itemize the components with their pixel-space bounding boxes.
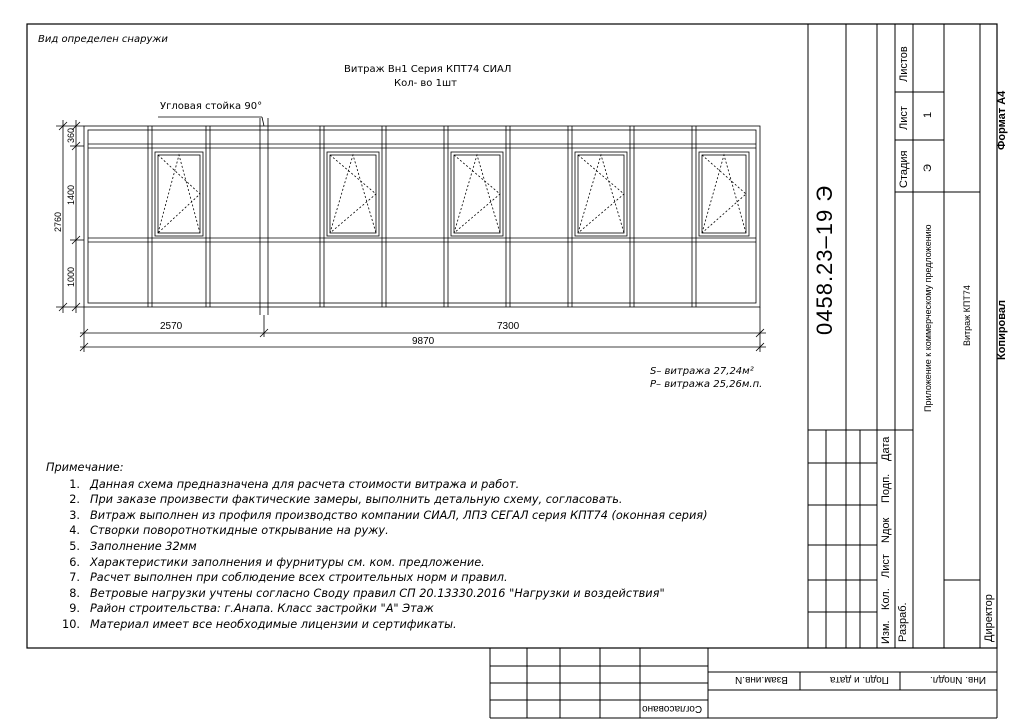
note-text: Район строительства: г.Анапа. Класс застройки "А" Этаж (90, 602, 434, 616)
note-item (46, 601, 708, 617)
soglasovano-label: Согласовано (642, 703, 703, 714)
dim-total-width: 9870 (412, 336, 435, 347)
sheets-label: Листов (898, 46, 910, 82)
note-item (46, 617, 708, 633)
title-block (808, 24, 980, 648)
note-item (46, 586, 708, 602)
note-item (46, 492, 708, 508)
mullions (148, 118, 696, 315)
area-value: S– витража 27,24м² (650, 366, 754, 377)
note-number: 2. (69, 493, 80, 507)
note-number: 7. (69, 571, 80, 585)
developed-label: Разраб. (897, 602, 909, 642)
note-number: 3. (69, 508, 80, 522)
notes-block (46, 460, 708, 633)
dim-total-height: 2760 (53, 211, 63, 232)
facade-elevation (84, 117, 760, 315)
stage-label: Стадия (898, 150, 910, 188)
vzam-inv-label: Взам.инв.N (735, 674, 788, 685)
dim-bottom-row: 1000 (66, 266, 76, 287)
podp-data-label: Подп. и дата (830, 674, 889, 685)
director-label: Директор (983, 594, 995, 642)
note-text: Витраж выполнен из профиля производство компании СИАЛ, ЛПЗ СЕГАЛ серия КПТ74 (оконная серия) (90, 508, 708, 522)
col-kol: Кол. (880, 588, 892, 610)
facade-outer-frame (84, 126, 760, 307)
notes-heading: Примечание: (46, 461, 124, 474)
inv-podl-label: Инв. Nподл. (930, 674, 987, 685)
sheet-label: Лист (898, 106, 910, 130)
sheet-value: 1 (922, 111, 934, 118)
corner-post-label: Угловая стойка 90° (160, 101, 263, 112)
dim-middle-row: 1400 (66, 184, 76, 205)
product-name: Витраж КПТ74 (962, 285, 972, 346)
sash (327, 152, 379, 236)
stage-value: Э (922, 164, 934, 172)
note-number: 6. (69, 555, 80, 569)
view-note: Вид определен снаружи (38, 34, 168, 45)
col-data: Дата (880, 436, 892, 461)
note-item (46, 523, 708, 539)
dim-top-row: 360 (66, 127, 76, 143)
note-text: Характеристики заполнения и фурнитуры см. ком. предложение. (90, 555, 485, 569)
doc-code: 0458.23–19 Э (812, 184, 837, 335)
col-ndok: Nдок (880, 517, 892, 543)
note-item (46, 539, 708, 555)
sash (575, 152, 627, 236)
note-text: Ветровые нагрузки учтены согласно Своду правил СП 20.13330.2016 "Нагрузки и воздействия" (90, 586, 665, 600)
sash (699, 152, 749, 236)
drawing-title: Витраж Вн1 Серия КПТ74 СИАЛ (344, 64, 512, 75)
note-number: 5. (69, 539, 80, 553)
col-podp: Подп. (880, 473, 892, 503)
note-text: Заполнение 32мм (90, 539, 197, 553)
note-number: 1. (69, 477, 80, 491)
note-number: 10. (62, 617, 80, 631)
note-text: При заказе произвести фактические замеры, выполнить детальную схему, согласовать. (90, 493, 623, 507)
sash (155, 152, 203, 236)
note-text: Данная схема предназначена для расчета стоимости витража и работ. (90, 477, 520, 491)
drawing-quantity: Кол- во 1шт (394, 78, 457, 89)
col-list: Лист (880, 554, 892, 578)
format-label: Формат А4 (996, 90, 1008, 150)
note-number: 8. (69, 586, 80, 600)
dim-right-width: 7300 (497, 321, 520, 332)
sash (451, 152, 503, 236)
copied-label: Копировал (996, 299, 1008, 360)
note-number: 9. (69, 602, 80, 616)
doc-description: Приложение к коммерческому предложению (923, 224, 933, 412)
note-item (46, 508, 708, 524)
perimeter-value: P– витража 25,26м.п. (650, 379, 763, 390)
note-text: Створки поворотноткидные открывание на ружу. (90, 524, 389, 538)
dim-left-width: 2570 (160, 321, 183, 332)
note-item (46, 570, 708, 586)
note-text: Материал имеет все необходимые лицензии и сертификаты. (90, 617, 457, 631)
tilt-turn-sashes (155, 152, 749, 236)
note-item (46, 477, 708, 493)
note-item (46, 555, 708, 571)
note-text: Расчет выполнен при соблюдение всех строительных норм и правил. (90, 571, 508, 585)
note-number: 4. (69, 524, 80, 538)
col-izm: Изм. (880, 620, 892, 644)
